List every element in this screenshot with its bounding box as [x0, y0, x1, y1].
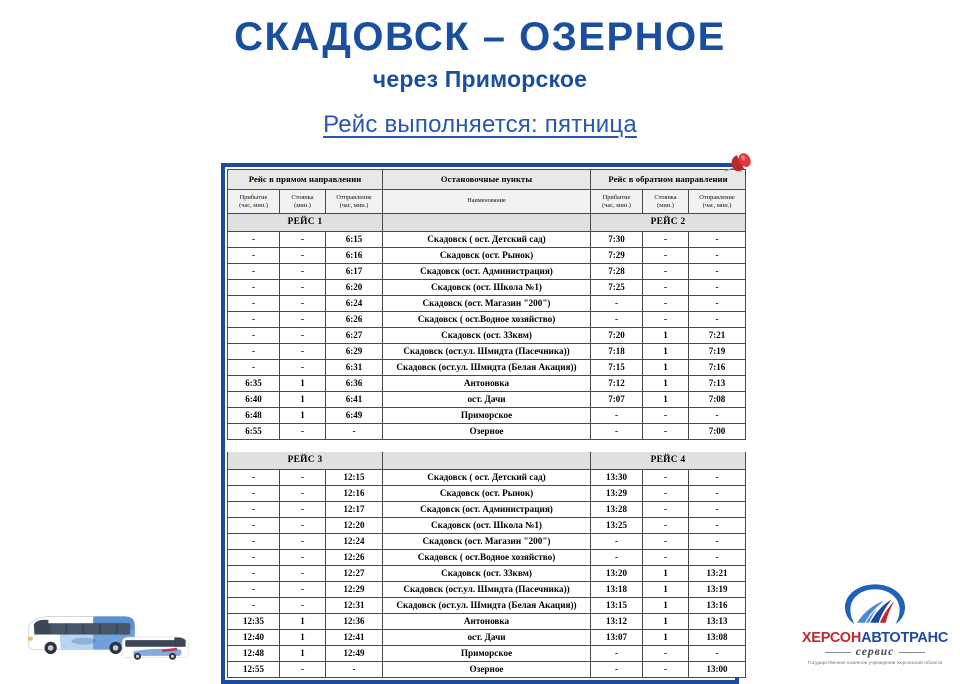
- table-row: [228, 614, 746, 630]
- cell-forward-departure: 12:15: [326, 470, 383, 486]
- cell-forward-arrival: -: [228, 296, 280, 312]
- cell-forward-arrival: -: [228, 582, 280, 598]
- cell-stop-name: Приморское: [383, 646, 591, 662]
- cell-backward-departure: 7:19: [689, 344, 746, 360]
- khersonavtotrans-mark-icon: [839, 583, 911, 629]
- cell-backward-stand: 1: [643, 360, 689, 376]
- cell-backward-departure: 7:16: [689, 360, 746, 376]
- cell-forward-departure: -: [326, 424, 383, 440]
- cell-stop-name: Скадовск (ост.ул. Шмидта (Белая Акация)): [383, 598, 591, 614]
- cell-backward-departure: 7:00: [689, 424, 746, 440]
- cell-forward-arrival: -: [228, 360, 280, 376]
- cell-forward-arrival: -: [228, 344, 280, 360]
- cell-backward-stand: -: [643, 312, 689, 328]
- cell-backward-arrival: 13:12: [591, 614, 643, 630]
- cell-forward-departure: 6:29: [326, 344, 383, 360]
- logo-service-text: сервис: [855, 646, 895, 658]
- trip-label-spacer: [383, 214, 591, 232]
- subheader-forward-departure-l1: Отправление: [336, 194, 372, 202]
- cell-forward-stand: -: [280, 534, 326, 550]
- table-row: [228, 344, 746, 360]
- run-days-note: Рейс выполняется: пятница: [323, 111, 637, 138]
- cell-forward-stand: 1: [280, 630, 326, 646]
- cell-forward-stand: -: [280, 598, 326, 614]
- cell-backward-departure: 7:21: [689, 328, 746, 344]
- cell-forward-arrival: -: [228, 328, 280, 344]
- cell-backward-arrival: -: [591, 312, 643, 328]
- cell-backward-arrival: 13:25: [591, 518, 643, 534]
- cell-forward-stand: -: [280, 296, 326, 312]
- cell-backward-departure: -: [689, 264, 746, 280]
- subheader-forward-stand-l2: (мин.): [294, 201, 311, 209]
- cell-backward-arrival: 7:29: [591, 248, 643, 264]
- cell-forward-stand: -: [280, 502, 326, 518]
- cell-forward-arrival: 6:48: [228, 408, 280, 424]
- cell-backward-stand: -: [643, 408, 689, 424]
- subheader-backward-departure-l1: Отправление: [699, 194, 735, 202]
- trip-header-row: [228, 452, 746, 470]
- table-body: [228, 214, 746, 678]
- subheader-backward-stand: [643, 190, 689, 214]
- table-row: [228, 280, 746, 296]
- cell-backward-departure: 13:08: [689, 630, 746, 646]
- cell-forward-departure: 6:26: [326, 312, 383, 328]
- cell-backward-arrival: -: [591, 424, 643, 440]
- cell-backward-stand: -: [643, 646, 689, 662]
- cell-forward-departure: 12:41: [326, 630, 383, 646]
- cell-stop-name: Антоновка: [383, 376, 591, 392]
- cell-backward-stand: -: [643, 470, 689, 486]
- cell-backward-departure: 13:00: [689, 662, 746, 678]
- schedule-table-frame: [221, 163, 739, 684]
- cell-forward-stand: -: [280, 280, 326, 296]
- cell-forward-departure: 6:31: [326, 360, 383, 376]
- cell-forward-stand: 1: [280, 376, 326, 392]
- cell-backward-arrival: 13:30: [591, 470, 643, 486]
- cell-forward-departure: 6:36: [326, 376, 383, 392]
- table-row: [228, 598, 746, 614]
- cell-backward-arrival: -: [591, 534, 643, 550]
- cell-backward-stand: 1: [643, 344, 689, 360]
- cell-forward-stand: 1: [280, 408, 326, 424]
- table-row: [228, 582, 746, 598]
- table-row: [228, 328, 746, 344]
- logo-name-blue: АВТОТРАНС: [861, 630, 949, 646]
- cell-backward-arrival: 13:07: [591, 630, 643, 646]
- cell-stop-name: Скадовск (ост. Школа №1): [383, 280, 591, 296]
- cell-stop-name: Озерное: [383, 662, 591, 678]
- table-head: [228, 170, 746, 214]
- table-row: [228, 312, 746, 328]
- cell-backward-arrival: 7:07: [591, 392, 643, 408]
- cell-backward-stand: -: [643, 486, 689, 502]
- page-subtitle: через Приморское: [372, 66, 588, 92]
- cell-backward-arrival: 7:15: [591, 360, 643, 376]
- header-forward-direction: Рейс в прямом направлении: [228, 170, 383, 190]
- cell-backward-stand: -: [643, 296, 689, 312]
- cell-backward-stand: -: [643, 534, 689, 550]
- cell-backward-stand: -: [643, 550, 689, 566]
- cell-forward-stand: -: [280, 550, 326, 566]
- cell-forward-arrival: -: [228, 566, 280, 582]
- cell-stop-name: Скадовск (ост. Рынок): [383, 248, 591, 264]
- logo-service-line: [800, 646, 950, 658]
- cell-backward-stand: -: [643, 232, 689, 248]
- cell-forward-stand: -: [280, 662, 326, 678]
- cell-backward-departure: -: [689, 280, 746, 296]
- table-row: [228, 662, 746, 678]
- cell-backward-arrival: -: [591, 662, 643, 678]
- cell-backward-departure: -: [689, 646, 746, 662]
- cell-backward-arrival: 7:28: [591, 264, 643, 280]
- cell-forward-stand: -: [280, 470, 326, 486]
- cell-forward-departure: 6:49: [326, 408, 383, 424]
- cell-forward-arrival: 6:55: [228, 424, 280, 440]
- cell-forward-departure: 12:36: [326, 614, 383, 630]
- cell-forward-arrival: 6:35: [228, 376, 280, 392]
- trip-label-forward: РЕЙС 3: [228, 452, 383, 470]
- table-row: [228, 264, 746, 280]
- table-row: [228, 518, 746, 534]
- cell-stop-name: Скадовск (ост. Магазин "200"): [383, 534, 591, 550]
- cell-stop-name: Скадовск (ост.ул. Шмидта (Белая Акация)): [383, 360, 591, 376]
- cell-forward-stand: 1: [280, 646, 326, 662]
- cell-forward-stand: -: [280, 248, 326, 264]
- cell-backward-stand: 1: [643, 376, 689, 392]
- cell-backward-departure: 13:16: [689, 598, 746, 614]
- cell-backward-arrival: 13:15: [591, 598, 643, 614]
- cell-backward-departure: -: [689, 534, 746, 550]
- subheader-backward-departure: [689, 190, 746, 214]
- title-block: [0, 16, 960, 139]
- cell-forward-departure: 6:16: [326, 248, 383, 264]
- subheader-backward-arrival-l1: Прибытие: [602, 194, 631, 202]
- subheader-backward-stand-l2: (мин.): [657, 201, 674, 209]
- company-logo: [800, 583, 950, 665]
- cell-backward-arrival: 7:30: [591, 232, 643, 248]
- subheader-forward-stand-l1: Стоянка: [291, 194, 314, 202]
- cell-backward-stand: 1: [643, 392, 689, 408]
- cell-backward-stand: -: [643, 502, 689, 518]
- cell-forward-departure: 6:15: [326, 232, 383, 248]
- cell-stop-name: Озерное: [383, 424, 591, 440]
- cell-stop-name: Скадовск (ост. Школа №1): [383, 518, 591, 534]
- cell-forward-arrival: 12:48: [228, 646, 280, 662]
- cell-backward-arrival: 13:28: [591, 502, 643, 518]
- cell-backward-departure: -: [689, 502, 746, 518]
- cell-stop-name: Скадовск ( ост.Водное хозяйство): [383, 550, 591, 566]
- table-spacer-cell: [228, 440, 746, 452]
- cell-stop-name: Скадовск (ост. 33квм): [383, 566, 591, 582]
- subheader-backward-stand-l1: Стоянка: [654, 194, 677, 202]
- cell-backward-stand: -: [643, 424, 689, 440]
- cell-forward-departure: 6:27: [326, 328, 383, 344]
- trip-label-backward: РЕЙС 2: [591, 214, 746, 232]
- cell-backward-departure: -: [689, 232, 746, 248]
- cell-forward-stand: -: [280, 344, 326, 360]
- bus-icon: [120, 634, 190, 662]
- table-row: [228, 392, 746, 408]
- logo-tagline: Государственное казенное учреждение Херсонской области: [807, 660, 943, 665]
- table-row: [228, 248, 746, 264]
- cell-forward-arrival: -: [228, 486, 280, 502]
- subheader-forward-departure: [326, 190, 383, 214]
- cell-backward-departure: -: [689, 408, 746, 424]
- subheader-backward-departure-l2: (час, мин.): [702, 201, 732, 209]
- cell-stop-name: Скадовск ( ост. Детский сад): [383, 470, 591, 486]
- cell-backward-stand: 1: [643, 630, 689, 646]
- cell-forward-stand: -: [280, 566, 326, 582]
- table-row: [228, 408, 746, 424]
- cell-backward-stand: 1: [643, 566, 689, 582]
- cell-forward-arrival: -: [228, 470, 280, 486]
- table-group-header-row: [228, 170, 746, 190]
- cell-stop-name: Скадовск (ост. Администрация): [383, 264, 591, 280]
- cell-forward-arrival: -: [228, 534, 280, 550]
- cell-forward-stand: -: [280, 518, 326, 534]
- cell-forward-departure: 12:29: [326, 582, 383, 598]
- cell-backward-departure: -: [689, 486, 746, 502]
- cell-backward-departure: -: [689, 296, 746, 312]
- cell-forward-stand: -: [280, 582, 326, 598]
- table-row: [228, 566, 746, 582]
- trip-label-forward: РЕЙС 1: [228, 214, 383, 232]
- cell-forward-departure: 12:20: [326, 518, 383, 534]
- cell-backward-departure: 7:13: [689, 376, 746, 392]
- cell-forward-departure: 12:27: [326, 566, 383, 582]
- cell-stop-name: Скадовск ( ост.Водное хозяйство): [383, 312, 591, 328]
- table-row: [228, 376, 746, 392]
- cell-backward-arrival: 7:25: [591, 280, 643, 296]
- table-spacer-row: [228, 440, 746, 452]
- trip-label-spacer: [383, 452, 591, 470]
- cell-forward-departure: -: [326, 662, 383, 678]
- subheader-backward-arrival-l2: (час, мин.): [602, 201, 631, 209]
- cell-backward-arrival: 7:12: [591, 376, 643, 392]
- cell-backward-arrival: -: [591, 550, 643, 566]
- cell-forward-departure: 12:16: [326, 486, 383, 502]
- cell-forward-arrival: 12:40: [228, 630, 280, 646]
- cell-forward-departure: 12:49: [326, 646, 383, 662]
- cell-backward-arrival: -: [591, 408, 643, 424]
- cell-backward-arrival: -: [591, 646, 643, 662]
- cell-forward-stand: -: [280, 424, 326, 440]
- cell-backward-arrival: -: [591, 296, 643, 312]
- logo-name-red: ХЕРСОН: [801, 630, 862, 646]
- cell-backward-departure: 13:21: [689, 566, 746, 582]
- cell-backward-stand: -: [643, 662, 689, 678]
- cell-backward-departure: -: [689, 518, 746, 534]
- cell-forward-departure: 6:17: [326, 264, 383, 280]
- table-row: [228, 424, 746, 440]
- cell-backward-stand: 1: [643, 328, 689, 344]
- trip-label-backward: РЕЙС 4: [591, 452, 746, 470]
- table-row: [228, 534, 746, 550]
- subheader-forward-departure-l2: (час, мин.): [339, 201, 369, 209]
- table-row: [228, 470, 746, 486]
- subheader-stop-name: Наименование: [383, 190, 591, 214]
- logo-wordmark: [800, 630, 950, 646]
- table-row: [228, 296, 746, 312]
- subheader-forward-stand: [280, 190, 326, 214]
- cell-backward-stand: 1: [643, 614, 689, 630]
- cell-forward-departure: 6:24: [326, 296, 383, 312]
- table-row: [228, 360, 746, 376]
- cell-forward-arrival: -: [228, 598, 280, 614]
- cell-backward-arrival: 13:20: [591, 566, 643, 582]
- cell-forward-stand: -: [280, 486, 326, 502]
- cell-backward-arrival: 13:29: [591, 486, 643, 502]
- table-row: [228, 502, 746, 518]
- cell-forward-arrival: -: [228, 248, 280, 264]
- header-stop-points: Остановочные пункты: [383, 170, 591, 190]
- cell-forward-arrival: 6:40: [228, 392, 280, 408]
- cell-stop-name: Скадовск (ост. Рынок): [383, 486, 591, 502]
- cell-backward-stand: 1: [643, 582, 689, 598]
- cell-forward-arrival: 12:55: [228, 662, 280, 678]
- cell-stop-name: Скадовск (ост. Магазин "200"): [383, 296, 591, 312]
- subheader-forward-arrival: [228, 190, 280, 214]
- cell-backward-departure: 13:13: [689, 614, 746, 630]
- subheader-forward-arrival-l2: (час, мин.): [239, 201, 268, 209]
- cell-forward-stand: -: [280, 328, 326, 344]
- cell-forward-arrival: 12:35: [228, 614, 280, 630]
- cell-stop-name: Скадовск (ост.ул. Шмидта (Пасечника)): [383, 582, 591, 598]
- cell-backward-departure: 13:19: [689, 582, 746, 598]
- cell-backward-stand: -: [643, 518, 689, 534]
- table-row: [228, 646, 746, 662]
- cell-backward-departure: -: [689, 248, 746, 264]
- cell-forward-stand: -: [280, 232, 326, 248]
- cell-forward-arrival: -: [228, 232, 280, 248]
- logo-rule-left: [825, 652, 851, 653]
- cell-backward-departure: -: [689, 550, 746, 566]
- subheader-forward-arrival-l1: Прибытие: [239, 194, 268, 202]
- table-subheader-row: [228, 190, 746, 214]
- cell-forward-stand: -: [280, 360, 326, 376]
- cell-backward-departure: -: [689, 470, 746, 486]
- cell-backward-stand: -: [643, 248, 689, 264]
- cell-forward-arrival: -: [228, 502, 280, 518]
- cell-forward-stand: -: [280, 312, 326, 328]
- cell-backward-arrival: 7:20: [591, 328, 643, 344]
- logo-rule-right: [899, 652, 925, 653]
- cell-forward-departure: 12:31: [326, 598, 383, 614]
- cell-forward-departure: 12:17: [326, 502, 383, 518]
- schedule-table: [227, 169, 746, 678]
- cell-stop-name: ост. Дачи: [383, 392, 591, 408]
- header-backward-direction: Рейс в обратном направлении: [591, 170, 746, 190]
- cell-backward-arrival: 13:18: [591, 582, 643, 598]
- table-row: [228, 550, 746, 566]
- cell-backward-stand: -: [643, 264, 689, 280]
- cell-forward-departure: 6:20: [326, 280, 383, 296]
- table-row: [228, 630, 746, 646]
- table-row: [228, 232, 746, 248]
- table-row: [228, 486, 746, 502]
- cell-stop-name: Антоновка: [383, 614, 591, 630]
- cell-stop-name: Приморское: [383, 408, 591, 424]
- cell-forward-arrival: -: [228, 518, 280, 534]
- cell-forward-arrival: -: [228, 550, 280, 566]
- subheader-backward-arrival: [591, 190, 643, 214]
- cell-backward-stand: 1: [643, 598, 689, 614]
- cell-forward-departure: 6:41: [326, 392, 383, 408]
- cell-stop-name: Скадовск (ост.ул. Шмидта (Пасечника)): [383, 344, 591, 360]
- cell-stop-name: ост. Дачи: [383, 630, 591, 646]
- cell-stop-name: Скадовск (ост. Администрация): [383, 502, 591, 518]
- cell-stop-name: Скадовск (ост. 33квм): [383, 328, 591, 344]
- cell-forward-arrival: -: [228, 264, 280, 280]
- cell-forward-departure: 12:26: [326, 550, 383, 566]
- cell-forward-stand: -: [280, 264, 326, 280]
- cell-backward-stand: -: [643, 280, 689, 296]
- page-title: СКАДОВСК – ОЗЕРНОЕ: [234, 15, 726, 59]
- cell-forward-arrival: -: [228, 312, 280, 328]
- trip-header-row: [228, 214, 746, 232]
- cell-forward-stand: 1: [280, 614, 326, 630]
- cell-backward-departure: 7:08: [689, 392, 746, 408]
- cell-stop-name: Скадовск ( ост. Детский сад): [383, 232, 591, 248]
- cell-backward-arrival: 7:18: [591, 344, 643, 360]
- cell-forward-stand: 1: [280, 392, 326, 408]
- cell-forward-arrival: -: [228, 280, 280, 296]
- cell-forward-departure: 12:24: [326, 534, 383, 550]
- cell-backward-departure: -: [689, 312, 746, 328]
